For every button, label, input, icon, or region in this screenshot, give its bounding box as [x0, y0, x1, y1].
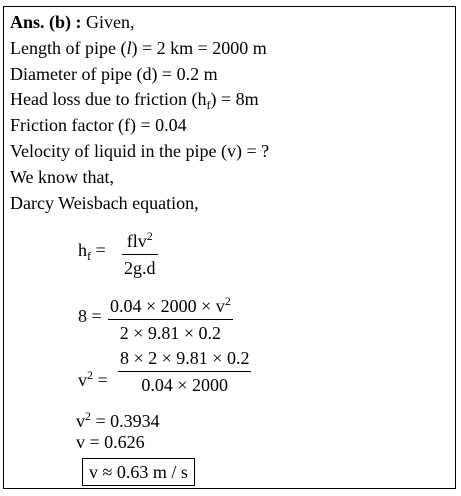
- eq4-v: v: [76, 411, 85, 431]
- friction-line: Friction factor (f) = 0.04: [10, 115, 187, 135]
- eq3-sup: 2: [87, 368, 93, 382]
- eq2-fraction: [108, 290, 233, 344]
- velocity-line: Velocity of liquid in the pipe (v) = ?: [10, 141, 270, 161]
- headloss-text: Head loss due to friction (h: [10, 89, 207, 109]
- eq1-num-sup: 2: [146, 229, 153, 243]
- eq3-fraction: [118, 347, 251, 396]
- darcy-line: Darcy Weisbach equation,: [10, 193, 199, 213]
- answer-label: Ans. (b) :: [10, 12, 82, 32]
- eq1-numerator: flv: [126, 231, 147, 251]
- length-symbol: l: [126, 38, 132, 58]
- headloss-value: ) = 8m: [210, 89, 259, 109]
- eq1-lhs: [78, 239, 106, 267]
- diameter-line: Diameter of pipe (d) = 0.2 m: [10, 64, 218, 84]
- length-line: [10, 37, 267, 59]
- eq4: [76, 405, 160, 432]
- eq1-fraction: [122, 225, 158, 279]
- eq2-num-sup: 2: [224, 294, 231, 308]
- eq3-denominator: 0.04 × 2000: [141, 375, 229, 395]
- eq3-equals: =: [93, 370, 108, 390]
- headloss-line: [10, 88, 259, 116]
- given-label: Given,: [81, 12, 135, 32]
- eq1-sub: f: [87, 249, 91, 263]
- eq1-equals: =: [91, 240, 106, 260]
- eq5: v = 0.626: [76, 432, 145, 452]
- eq1-h: h: [78, 240, 87, 260]
- eq2-denominator: 2 × 9.81 × 0.2: [119, 323, 222, 343]
- eq3-v: v: [78, 370, 87, 390]
- we-know-line: We know that,: [10, 167, 115, 187]
- answer-header: [10, 11, 135, 33]
- eq2-numerator: 0.04 × 2000 × v: [110, 296, 225, 316]
- eq1-denominator: 2g.d: [124, 258, 156, 278]
- length-value: ) = 2 km = 2000 m: [131, 38, 267, 58]
- eq4-value: = 0.3934: [91, 411, 160, 431]
- eq4-sup: 2: [85, 409, 91, 423]
- eq3-numerator: 8 × 2 × 9.81 × 0.2: [120, 348, 250, 368]
- headloss-subscript: f: [206, 98, 211, 112]
- eq3-lhs: [78, 364, 108, 391]
- eq2-lhs: 8 =: [78, 306, 102, 326]
- length-text: Length of pipe (: [10, 38, 127, 58]
- final-result-box: v ≈ 0.63 m / s: [82, 458, 195, 486]
- solution-box: [3, 6, 456, 489]
